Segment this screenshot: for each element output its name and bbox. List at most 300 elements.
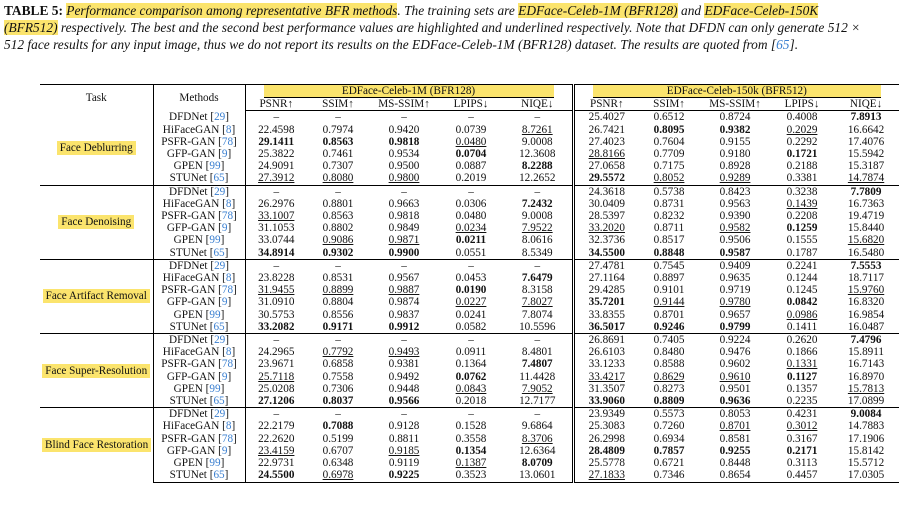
table-row bbox=[40, 198, 899, 210]
metric-value: 0.8052 bbox=[653, 172, 685, 185]
metric-value: – bbox=[307, 334, 369, 347]
metric-value: 0.9818 bbox=[388, 135, 420, 148]
metric-value: 0.9119 bbox=[388, 457, 420, 470]
metric-value: 0.9144 bbox=[653, 296, 685, 309]
metric-value: 9.0008 bbox=[503, 210, 573, 222]
caption-title: Performance comparison among representative BFR methods bbox=[66, 3, 398, 18]
metric-value: 0.6348 bbox=[322, 457, 354, 470]
metric-value: 0.9663 bbox=[388, 197, 420, 210]
metric-value: 33.1233 bbox=[588, 358, 625, 371]
metric-value: 16.5480 bbox=[847, 246, 885, 259]
metric-value: 0.8037 bbox=[322, 395, 354, 408]
metric-value: – bbox=[468, 111, 474, 124]
citation-link[interactable]: 9 bbox=[221, 296, 228, 309]
caption-text-1: . The training sets are bbox=[397, 3, 519, 18]
metric-value: 30.5753 bbox=[258, 308, 295, 321]
metric-value: 7.9052 bbox=[503, 383, 573, 395]
method-name: GFP-GAN [9] bbox=[153, 445, 245, 457]
metric-value: 0.9448 bbox=[388, 382, 420, 395]
metric-value: 35.7201 bbox=[588, 296, 625, 309]
metric-value: 0.9185 bbox=[388, 444, 420, 457]
metric-value: 0.2241 bbox=[771, 259, 833, 272]
caption-dataset-2: EDFace-Celeb-150K (BFR512) bbox=[4, 3, 819, 35]
metric-value: 0.0211 bbox=[455, 234, 487, 247]
metric-value: 0.5738 bbox=[639, 185, 699, 198]
metric-value: 23.4159 bbox=[258, 444, 295, 457]
metric-value: – bbox=[273, 111, 280, 124]
metric-value: 0.2235 bbox=[786, 395, 818, 408]
method-name: PSFR-GAN [78] bbox=[153, 284, 245, 296]
metric-value: – bbox=[369, 259, 439, 272]
metric-value: 34.8914 bbox=[258, 246, 295, 259]
metric-value: 0.6858 bbox=[322, 358, 354, 371]
metric-value: 0.1245 bbox=[786, 284, 818, 297]
metric-value: 8.3158 bbox=[503, 284, 573, 296]
metric-value: 0.1528 bbox=[455, 420, 487, 433]
metric-value: 0.8563 bbox=[322, 135, 354, 148]
metric-value: 25.5778 bbox=[588, 457, 625, 470]
methods-header: Methods bbox=[153, 85, 245, 111]
metric-value: 0.8588 bbox=[653, 358, 685, 371]
metric-value: 0.0911 bbox=[455, 346, 487, 359]
table-row bbox=[40, 445, 899, 457]
metric-value: 16.7363 bbox=[847, 197, 885, 210]
metric-value: – bbox=[307, 185, 369, 198]
method-name: HiFaceGAN [8] bbox=[153, 420, 245, 432]
metric-value: 16.8970 bbox=[847, 370, 885, 383]
metric-value: 0.8848 bbox=[653, 246, 685, 259]
metric-value: 15.9760 bbox=[847, 284, 885, 297]
metric-value: – bbox=[307, 408, 369, 421]
metric-value: 0.0234 bbox=[455, 222, 487, 235]
metric-value: 0.0551 bbox=[455, 246, 487, 259]
method-name: GPEN [99] bbox=[153, 383, 245, 395]
metric-value: 16.8320 bbox=[847, 296, 885, 309]
metric-value: 33.2020 bbox=[588, 222, 625, 235]
metric-value: 14.7883 bbox=[847, 420, 885, 433]
metric-value: 24.9091 bbox=[258, 160, 295, 173]
task-label: Blind Face Restoration bbox=[40, 408, 153, 482]
metric-value: 0.8802 bbox=[322, 222, 354, 235]
metric-value: 16.7143 bbox=[847, 358, 885, 371]
metric-value: 19.4719 bbox=[847, 210, 885, 223]
metric-value: 0.9563 bbox=[719, 197, 751, 210]
citation-link[interactable]: 8 bbox=[225, 346, 232, 359]
metric-value: 0.8801 bbox=[322, 197, 354, 210]
metric-value: 25.3083 bbox=[588, 420, 625, 433]
metric-value: 29.4285 bbox=[588, 284, 625, 297]
metric-value: 27.4023 bbox=[588, 135, 625, 148]
metric-value: 0.1259 bbox=[786, 222, 818, 235]
metric-value: 0.2620 bbox=[771, 334, 833, 347]
metric-value: 0.9180 bbox=[719, 148, 751, 161]
metric-value: 27.1833 bbox=[573, 469, 639, 482]
metric-value: 8.3706 bbox=[503, 433, 573, 445]
metric-value: 0.7545 bbox=[639, 259, 699, 272]
method-name: GFP-GAN [9] bbox=[153, 296, 245, 308]
metric-value: 0.8095 bbox=[653, 123, 685, 136]
citation-link[interactable]: 9 bbox=[221, 148, 228, 161]
citation-link[interactable]: 99 bbox=[209, 308, 221, 321]
metric-value: 33.8355 bbox=[588, 308, 625, 321]
metric-value: 0.8711 bbox=[653, 222, 685, 235]
citation-link[interactable]: 9 bbox=[221, 444, 228, 457]
metric-value: – bbox=[335, 111, 341, 124]
metric-value: 33.0744 bbox=[258, 234, 295, 247]
metric-value: – bbox=[503, 334, 573, 347]
metric-value: 0.9887 bbox=[388, 284, 420, 297]
citation-link[interactable]: 78 bbox=[221, 284, 234, 297]
metric-value: 32.3736 bbox=[588, 234, 625, 247]
metric-value: 0.9635 bbox=[719, 272, 751, 285]
metric-header: NIQE↓ bbox=[503, 98, 573, 111]
metric-value: – bbox=[503, 185, 573, 198]
method-name: DFDNet [29] bbox=[153, 334, 245, 347]
metric-value: 0.9874 bbox=[388, 296, 420, 309]
citation-link[interactable]: 99 bbox=[209, 234, 221, 247]
metric-value: 26.6103 bbox=[588, 346, 625, 359]
metric-value: 27.0658 bbox=[588, 160, 625, 173]
method-name: GPEN [99] bbox=[153, 234, 245, 246]
metric-value: 0.3381 bbox=[786, 172, 818, 185]
method-name: GPEN [99] bbox=[153, 160, 245, 172]
metric-value: 0.2171 bbox=[786, 444, 818, 457]
metric-header: LPIPS↓ bbox=[439, 98, 503, 111]
metric-value: 0.9128 bbox=[388, 420, 420, 433]
metric-value: 0.0306 bbox=[455, 197, 487, 210]
citation-link[interactable]: 8 bbox=[225, 420, 232, 433]
task-label: Face Super-Resolution bbox=[40, 334, 153, 408]
metric-value: 0.9780 bbox=[719, 296, 751, 309]
metric-value: 0.9382 bbox=[719, 123, 751, 136]
metric-value: 0.8724 bbox=[719, 111, 751, 124]
citation-link[interactable]: 99 bbox=[209, 160, 221, 173]
metric-value: 0.9636 bbox=[719, 395, 751, 408]
citation-link[interactable]: 29 bbox=[214, 408, 226, 421]
table-row bbox=[40, 469, 899, 482]
metric-value: 7.9522 bbox=[503, 222, 573, 234]
metric-value: 0.0887 bbox=[455, 160, 487, 173]
metric-value: 22.2179 bbox=[258, 420, 295, 433]
citation-link[interactable]: 65 bbox=[213, 469, 225, 482]
caption-text-4: ]. bbox=[789, 37, 799, 52]
metric-value: 15.8142 bbox=[847, 444, 885, 457]
table-row bbox=[40, 395, 899, 408]
metric-value: 0.8531 bbox=[322, 272, 354, 285]
metric-value: 0.3113 bbox=[786, 457, 818, 470]
table-row bbox=[40, 148, 899, 160]
group-header-1m: EDFace-Celeb-1M (BFR128) bbox=[245, 85, 573, 99]
metric-value: 17.4076 bbox=[847, 135, 885, 148]
metric-value: 0.9492 bbox=[388, 370, 420, 383]
metric-value: 23.9349 bbox=[573, 408, 639, 421]
metric-value: 8.5349 bbox=[503, 247, 573, 260]
metric-value: 16.6642 bbox=[847, 123, 885, 136]
metric-value: 0.9101 bbox=[653, 284, 685, 297]
metric-value: 34.5500 bbox=[588, 246, 625, 259]
metric-header: MS-SSIM↑ bbox=[699, 98, 771, 111]
metric-value: 0.0227 bbox=[455, 296, 487, 309]
metric-value: 31.1053 bbox=[258, 222, 295, 235]
metric-header: SSIM↑ bbox=[307, 98, 369, 111]
citation-link[interactable]: 78 bbox=[221, 432, 234, 445]
metric-value: 26.2998 bbox=[588, 432, 625, 445]
metric-value: 13.0601 bbox=[503, 469, 573, 482]
metric-value: 0.9390 bbox=[719, 210, 751, 223]
metric-value: 0.1787 bbox=[786, 246, 818, 259]
metric-value: 0.8423 bbox=[699, 185, 771, 198]
metric-value: 17.1906 bbox=[847, 432, 885, 445]
table-row bbox=[40, 111, 899, 124]
metric-value: 0.8811 bbox=[388, 432, 420, 445]
metric-value: 0.9302 bbox=[322, 246, 354, 259]
metric-value: 0.0842 bbox=[786, 296, 818, 309]
method-name: PSFR-GAN [78] bbox=[153, 136, 245, 148]
citation-link[interactable]: 29 bbox=[214, 185, 226, 198]
method-name: GFP-GAN [9] bbox=[153, 222, 245, 234]
table-row bbox=[40, 284, 899, 296]
citation-link[interactable]: 9 bbox=[221, 222, 228, 235]
metric-header: NIQE↓ bbox=[833, 98, 899, 111]
table-row bbox=[40, 408, 899, 421]
metric-value: 0.8654 bbox=[699, 469, 771, 482]
metric-value: 0.7175 bbox=[653, 160, 685, 173]
metric-value: 0.9171 bbox=[322, 320, 354, 333]
metric-value: 29.1411 bbox=[258, 135, 295, 148]
citation-link[interactable]: 65 bbox=[213, 320, 225, 333]
metric-value: 22.2620 bbox=[258, 432, 295, 445]
table-row bbox=[40, 321, 899, 334]
metric-value: 0.8517 bbox=[653, 234, 685, 247]
metric-value: 36.5017 bbox=[588, 320, 625, 333]
metric-value: 9.0008 bbox=[503, 136, 573, 148]
metric-value: 27.3912 bbox=[258, 172, 295, 185]
metric-value: 7.4807 bbox=[503, 358, 573, 370]
citation-link[interactable]: 65 bbox=[213, 246, 225, 259]
metric-value: 0.8629 bbox=[653, 370, 685, 383]
table-row bbox=[40, 433, 899, 445]
metric-value: 0.9871 bbox=[388, 234, 420, 247]
metric-value: 12.6364 bbox=[503, 445, 573, 457]
metric-value: 8.2288 bbox=[503, 160, 573, 172]
metric-value: 24.2965 bbox=[258, 346, 295, 359]
metric-value: 0.9719 bbox=[719, 284, 751, 297]
metric-header: LPIPS↓ bbox=[771, 98, 833, 111]
method-name: GPEN [99] bbox=[153, 457, 245, 469]
citation-link[interactable]: 78 bbox=[221, 358, 234, 371]
metric-value: 15.7813 bbox=[847, 382, 885, 395]
metric-value: 17.0899 bbox=[847, 395, 885, 408]
metric-value: 28.4809 bbox=[588, 444, 625, 457]
table-row bbox=[40, 371, 899, 383]
metric-value: 27.1206 bbox=[258, 395, 295, 408]
metric-value: 0.1364 bbox=[455, 358, 487, 371]
metric-value: 27.4781 bbox=[573, 259, 639, 272]
metric-value: 0.0241 bbox=[455, 308, 487, 321]
metric-value: 0.9799 bbox=[719, 320, 751, 333]
metric-value: 0.7857 bbox=[653, 444, 685, 457]
metric-value: – bbox=[369, 334, 439, 347]
method-name: GFP-GAN [9] bbox=[153, 371, 245, 383]
metric-value: – bbox=[439, 408, 503, 421]
metric-value: 0.9155 bbox=[719, 135, 751, 148]
metric-value: 27.1164 bbox=[588, 272, 625, 285]
metric-header: MS-SSIM↑ bbox=[369, 98, 439, 111]
metric-value: 15.5942 bbox=[847, 148, 885, 161]
metric-value: 15.5712 bbox=[847, 457, 885, 470]
metric-value: 0.1127 bbox=[786, 370, 818, 383]
metric-value: 12.2652 bbox=[503, 172, 573, 185]
metric-value: 22.9731 bbox=[258, 457, 295, 470]
metric-value: 0.8899 bbox=[322, 284, 354, 297]
metric-value: 0.4008 bbox=[786, 111, 818, 124]
metric-value: 0.6721 bbox=[653, 457, 685, 470]
caption-ref-link[interactable]: 65 bbox=[776, 37, 790, 52]
citation-link[interactable]: 8 bbox=[225, 197, 232, 210]
method-name: STUNet [65] bbox=[153, 172, 245, 185]
metric-value: 0.1331 bbox=[786, 358, 818, 371]
metric-value: 0.8809 bbox=[653, 395, 685, 408]
metric-value: 0.0453 bbox=[455, 272, 487, 285]
metric-value: 0.9900 bbox=[388, 246, 420, 259]
metric-value: 0.3238 bbox=[771, 185, 833, 198]
citation-link[interactable]: 8 bbox=[225, 123, 232, 136]
citation-link[interactable]: 78 bbox=[221, 135, 234, 148]
metric-value: 0.1357 bbox=[786, 382, 818, 395]
table-row bbox=[40, 172, 899, 185]
caption-text-3: respectively. The best and the second best performance values are highlighted and underlined respectively. Note that DFDN can only generate 512 × 512 face results for any input image, thus we do not report its results on the EDFace-Celeb-1M (BFR128) dataset. The results are quoted from [ bbox=[4, 20, 861, 52]
metric-value: 9.0084 bbox=[833, 408, 899, 421]
caption-label: TABLE 5: bbox=[4, 3, 63, 18]
metric-value: – bbox=[503, 408, 573, 421]
metric-value: 8.4801 bbox=[503, 346, 573, 358]
metric-value: 0.3012 bbox=[786, 420, 818, 433]
method-name: GFP-GAN [9] bbox=[153, 148, 245, 160]
metric-value: 0.1721 bbox=[786, 148, 818, 161]
metric-value: 0.8897 bbox=[653, 272, 685, 285]
table-row bbox=[40, 247, 899, 260]
metric-value: 15.6820 bbox=[847, 234, 885, 247]
metric-value: – bbox=[369, 408, 439, 421]
metric-value: 0.9610 bbox=[719, 370, 751, 383]
metric-value: 0.0843 bbox=[455, 382, 487, 395]
metric-value: 31.3507 bbox=[588, 382, 625, 395]
citation-link[interactable]: 78 bbox=[221, 210, 234, 223]
table-row bbox=[40, 234, 899, 246]
metric-value: 0.7709 bbox=[653, 148, 685, 161]
metric-value: 0.0986 bbox=[786, 308, 818, 321]
metric-value: – bbox=[369, 185, 439, 198]
citation-link[interactable]: 99 bbox=[209, 382, 221, 395]
method-name: HiFaceGAN [8] bbox=[153, 272, 245, 284]
metric-value: 0.5199 bbox=[322, 432, 354, 445]
metric-value: 7.8074 bbox=[503, 309, 573, 321]
metric-value: – bbox=[245, 334, 307, 347]
metric-value: 0.9493 bbox=[388, 346, 420, 359]
metric-value: 31.9455 bbox=[258, 284, 295, 297]
citation-link[interactable]: 29 bbox=[214, 111, 226, 124]
metric-value: 0.1387 bbox=[455, 457, 487, 470]
metric-value: 0.0480 bbox=[455, 135, 487, 148]
metric-value: 0.9420 bbox=[388, 123, 420, 136]
metric-value: 0.8273 bbox=[653, 382, 685, 395]
metric-value: 25.0208 bbox=[258, 382, 295, 395]
metric-value: 0.5573 bbox=[639, 408, 699, 421]
metric-value: 0.7307 bbox=[322, 160, 354, 173]
metric-value: 0.7405 bbox=[639, 334, 699, 347]
citation-link[interactable]: 9 bbox=[221, 370, 228, 383]
citation-link[interactable]: 29 bbox=[214, 334, 226, 347]
metric-value: 0.9602 bbox=[719, 358, 751, 371]
metric-value: 17.0305 bbox=[833, 469, 899, 482]
metric-value: 0.9837 bbox=[388, 308, 420, 321]
table-row bbox=[40, 210, 899, 222]
metric-value: 9.6864 bbox=[503, 420, 573, 432]
metric-value: 12.7177 bbox=[503, 395, 573, 408]
method-name: PSFR-GAN [78] bbox=[153, 358, 245, 370]
results-table bbox=[40, 84, 899, 483]
metric-value: 10.5596 bbox=[503, 321, 573, 334]
metric-value: – bbox=[245, 259, 307, 272]
table-row bbox=[40, 383, 899, 395]
metric-value: 0.1439 bbox=[786, 197, 818, 210]
metric-value: 26.8691 bbox=[573, 334, 639, 347]
metric-value: 0.9849 bbox=[388, 222, 420, 235]
metric-value: 0.9800 bbox=[388, 172, 420, 185]
metric-value: 0.7558 bbox=[322, 370, 354, 383]
metric-value: 11.4428 bbox=[503, 371, 573, 383]
metric-value: 0.9587 bbox=[719, 246, 751, 259]
citation-link[interactable]: 8 bbox=[225, 272, 232, 285]
citation-link[interactable]: 29 bbox=[214, 259, 226, 272]
metric-value: 0.8701 bbox=[719, 420, 751, 433]
table-row bbox=[40, 185, 899, 198]
metric-value: 0.6978 bbox=[307, 469, 369, 482]
table-caption bbox=[4, 2, 861, 53]
metric-value: 0.8581 bbox=[719, 432, 751, 445]
metric-value: 0.7461 bbox=[322, 148, 354, 161]
method-name: STUNet [65] bbox=[153, 247, 245, 260]
metric-value: 0.4457 bbox=[771, 469, 833, 482]
metric-value: – bbox=[401, 111, 407, 124]
metric-value: 0.8053 bbox=[699, 408, 771, 421]
metric-value: 0.0480 bbox=[455, 210, 487, 223]
metric-value: 0.7346 bbox=[639, 469, 699, 482]
metric-value: 15.3187 bbox=[847, 160, 885, 173]
metric-value: 28.5397 bbox=[588, 210, 625, 223]
metric-value: 0.0190 bbox=[455, 284, 487, 297]
metric-value: 0.9818 bbox=[388, 210, 420, 223]
citation-link[interactable]: 99 bbox=[209, 457, 221, 470]
metric-value: 0.9289 bbox=[719, 172, 751, 185]
metric-value: 26.7421 bbox=[588, 123, 625, 136]
metric-value: – bbox=[439, 259, 503, 272]
metric-value: 7.7809 bbox=[833, 185, 899, 198]
citation-link[interactable]: 65 bbox=[213, 172, 225, 185]
metric-value: 0.8804 bbox=[322, 296, 354, 309]
metric-value: 0.3523 bbox=[439, 469, 503, 482]
metric-value: 24.5500 bbox=[245, 469, 307, 482]
metric-value: 0.9501 bbox=[719, 382, 751, 395]
metric-value: 0.9225 bbox=[369, 469, 439, 482]
metric-value: – bbox=[439, 334, 503, 347]
citation-link[interactable]: 65 bbox=[213, 395, 225, 408]
metric-value: – bbox=[245, 408, 307, 421]
metric-value: 25.7118 bbox=[258, 370, 295, 383]
metric-value: 7.8027 bbox=[503, 296, 573, 308]
metric-value: 0.1411 bbox=[786, 320, 818, 333]
metric-value: 30.0409 bbox=[588, 197, 625, 210]
